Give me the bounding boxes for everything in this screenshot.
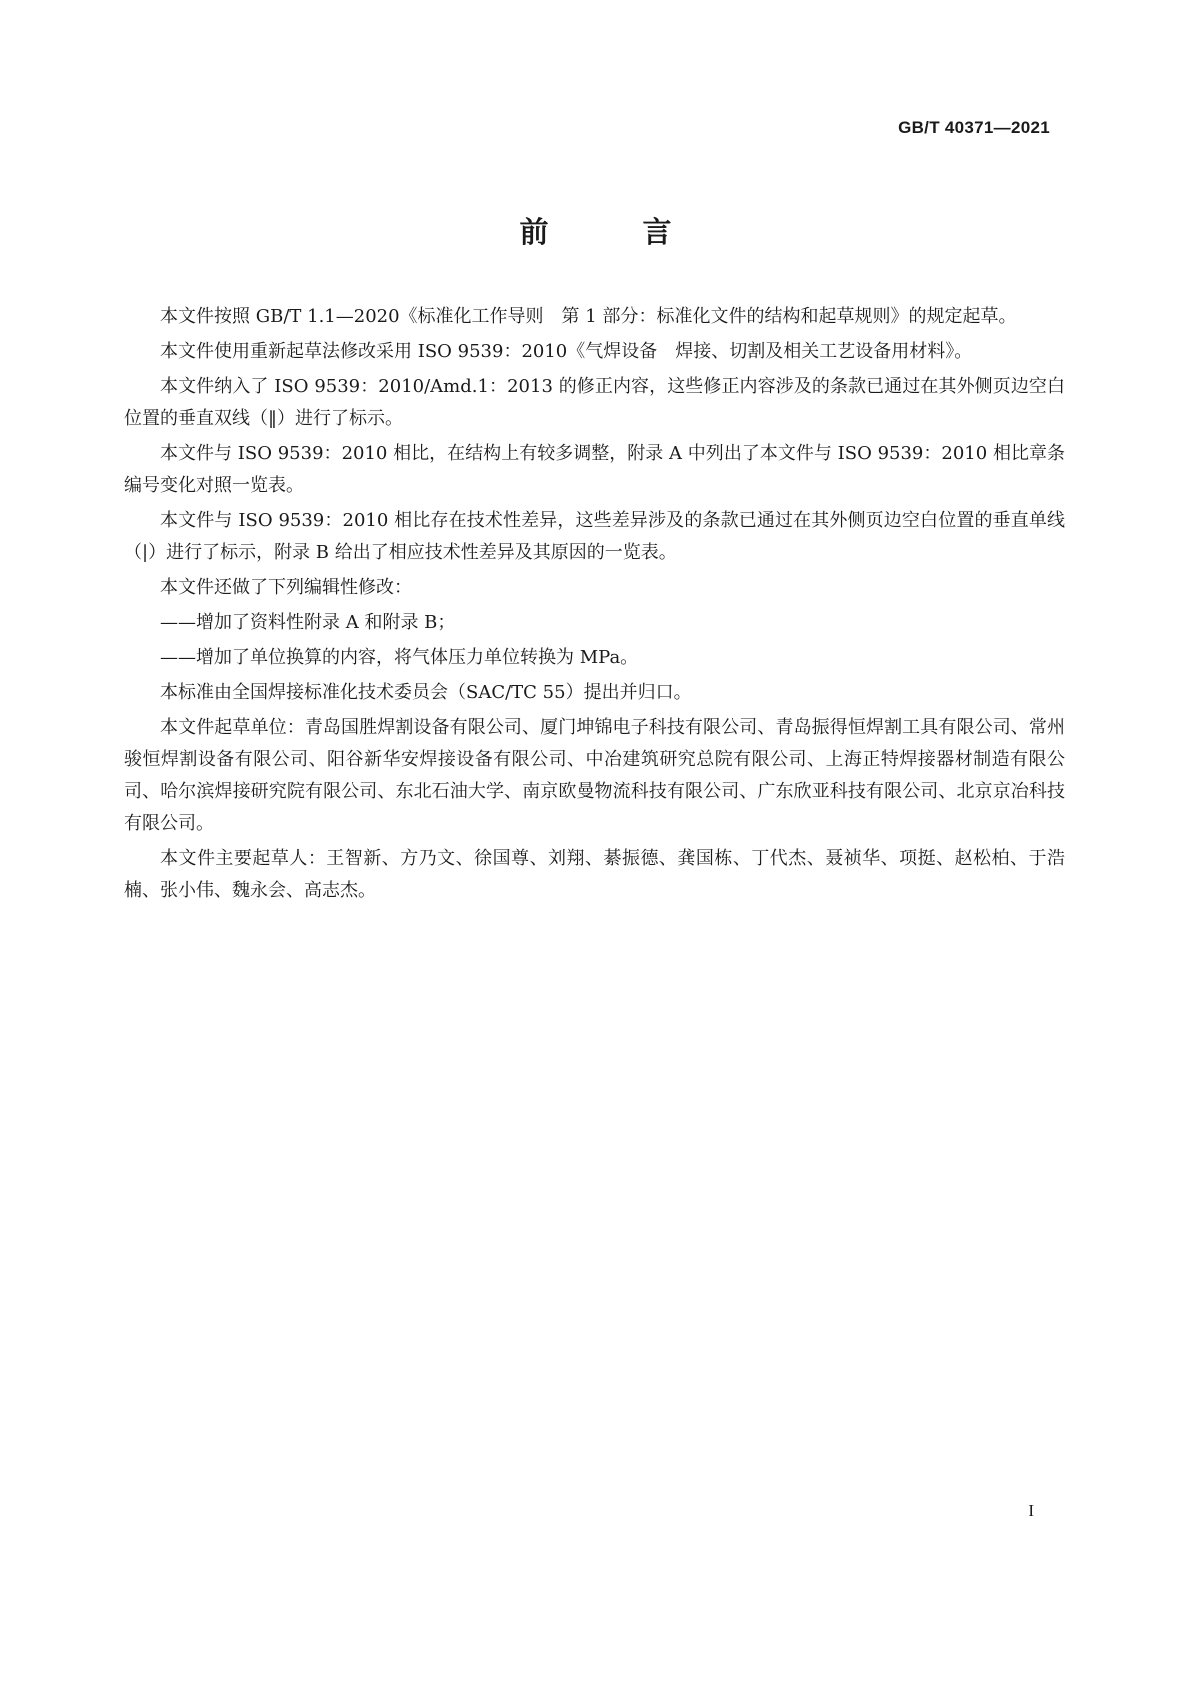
page-number: I [1028, 1501, 1034, 1520]
standard-code: GB/T 40371—2021 [898, 118, 1050, 137]
paragraph-drafting-rules: 本文件按照 GB/T 1.1—2020《标准化工作导则 第 1 部分：标准化文件的结构和起草规则》的规定起草。 [160, 306, 1017, 327]
paragraph-structure-changes: 本文件与 ISO 9539：2010 相比，在结构上有较多调整，附录 A 中列出了本文件与 ISO 9539：2010 相比章条编号变化对照一览表。 [124, 443, 1065, 496]
paragraph-proposer: 本标准由全国焊接标准化技术委员会（SAC/TC 55）提出并归口。 [160, 682, 692, 703]
paragraph-adoption-method: 本文件使用重新起草法修改采用 ISO 9539：2010《气焊设备 焊接、切割及相关工艺设备用材料》。 [160, 341, 973, 362]
paragraph-drafting-units: 本文件起草单位：青岛国胜焊割设备有限公司、厦门坤锦电子科技有限公司、青岛振得恒焊割工具有限公司、常州骏恒焊割设备有限公司、阳谷新华安焊接设备有限公司、中冶建筑研究总院有限公司、上海正特焊接器材制造有限公司、哈尔滨焊接研究院有限公司、东北石油大学、南京欧曼物流科技有限公司、广东欣亚科技有限公司、北京京冶科技有限公司。 [124, 717, 1065, 834]
foreword-body [124, 301, 1065, 910]
paragraph-drafters: 本文件主要起草人：王智新、方乃文、徐国尊、刘翔、綦振德、龚国栋、丁代杰、聂祯华、项挺、赵松柏、于浩楠、张小伟、魏永会、高志杰。 [124, 848, 1065, 901]
paragraph-technical-differences: 本文件与 ISO 9539：2010 相比存在技术性差异，这些差异涉及的条款已通过在其外侧页边空白位置的垂直单线（|）进行了标示，附录 B 给出了相应技术性差异及其原因的一览表。 [124, 510, 1065, 563]
page-title: 前 言 [519, 215, 714, 249]
list-item: ——增加了资料性附录 A 和附录 B； [160, 612, 456, 633]
paragraph-amendment: 本文件纳入了 ISO 9539：2010/Amd.1：2013 的修正内容，这些修正内容涉及的条款已通过在其外侧页边空白位置的垂直双线（‖）进行了标示。 [124, 376, 1065, 429]
paragraph-editorial-changes: 本文件还做了下列编辑性修改： [160, 577, 412, 598]
list-item: ——增加了单位换算的内容，将气体压力单位转换为 MPa。 [160, 647, 639, 668]
